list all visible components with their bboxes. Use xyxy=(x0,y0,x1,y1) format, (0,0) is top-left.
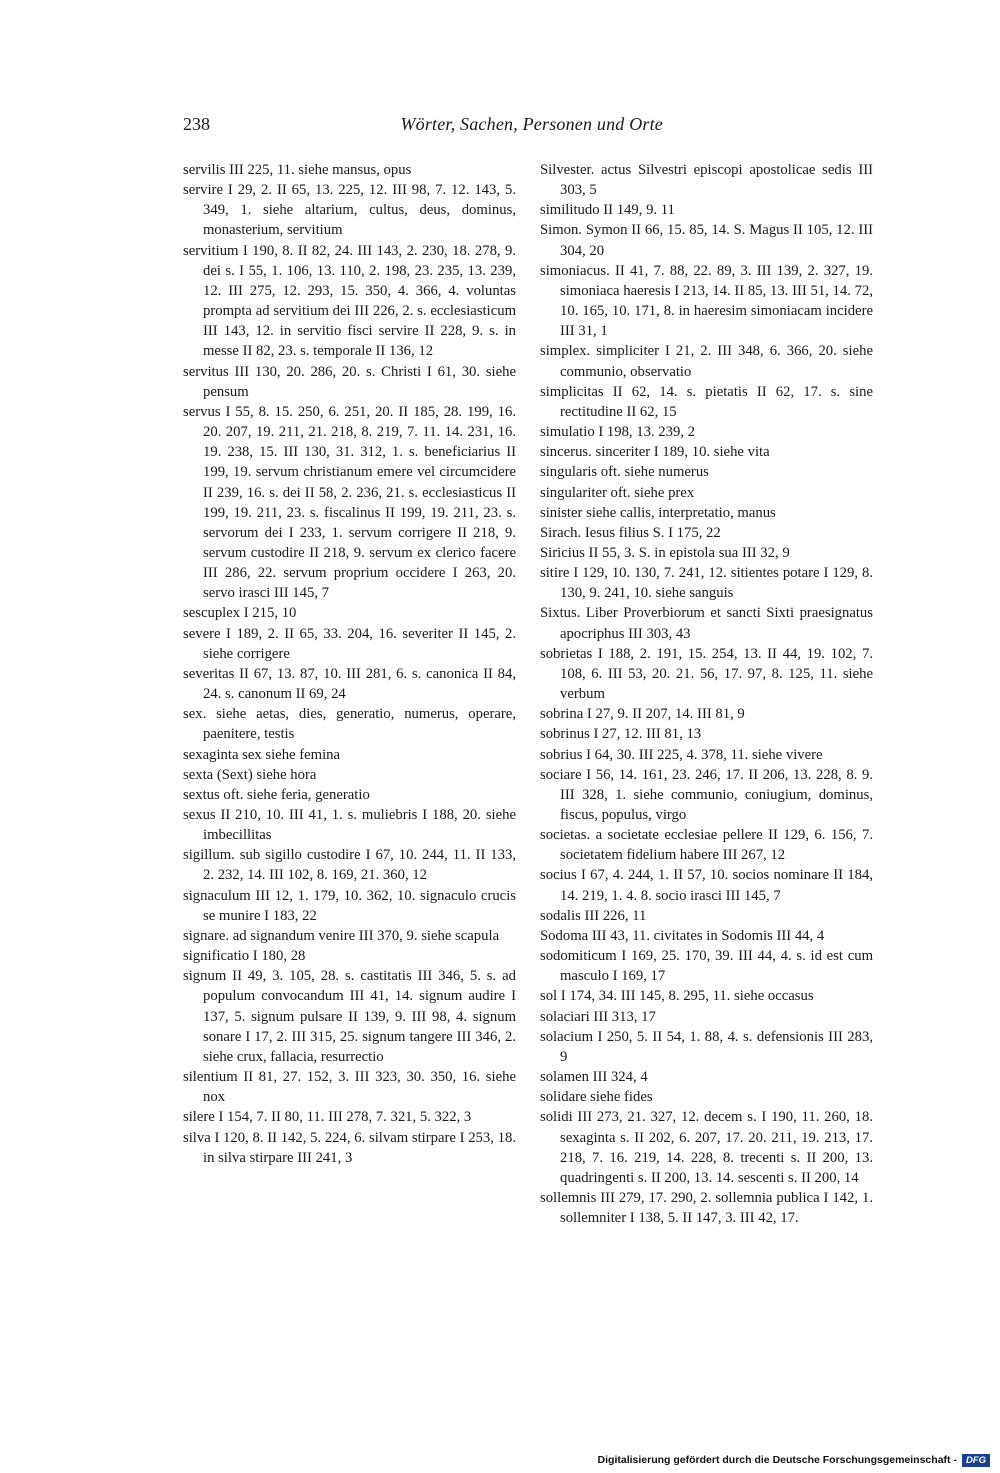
index-entry: silva I 120, 8. II 142, 5. 224, 6. silvam stirpare I 253, 18. in silva stirpare III 241, 3 xyxy=(183,1129,516,1166)
index-entry: socius I 67, 4. 244, 1. II 57, 10. socios nominare II 184, 14. 219, 1. 4. 8. socio irasci III 145, 7 xyxy=(540,867,873,904)
index-entry: simulatio I 198, 13. 239, 2 xyxy=(540,424,696,441)
index-entry: sollemnis III 279, 17. 290, 2. sollemnia publica I 142, 1. sollemniter I 138, 5. II 147, 3. III 42, 17. xyxy=(540,1189,873,1227)
index-entry: signum II 49, 3. 105, 28. s. castitatis III 346, 5. s. ad populum convocandum III 41, 14. signum audire I 137, 5. signum pulsare II 139, 9. III 98, 4. signum sonare I 17, 2. III 315, 25. signum tangere III 346, 2. siehe crux, fallacia, resurrectio xyxy=(183,968,516,1065)
index-entry: solaciari III 313, 17 xyxy=(540,1008,656,1025)
index-entry: similitudo II 149, 9. 11 xyxy=(540,202,675,219)
index-entry: signaculum III 12, 1. 179, 10. 362, 10. signaculo crucis se munire I 183, 22 xyxy=(183,887,516,924)
index-entry: sobrina I 27, 9. II 207, 14. III 81, 9 xyxy=(540,706,745,723)
index-entry: servitus III 130, 20. 286, 20. s. Christi I 61, 30. siehe pensum xyxy=(183,363,516,400)
page-header xyxy=(183,114,663,144)
index-entry: servitium I 190, 8. II 82, 24. III 143, 2. 230, 18. 278, 9. dei s. I 55, 1. 106, 13. 110, 2. 198, 23. 235, 13. 239, 12. III 275, 12. 293, 15. 350, 4. 366, 4. voluntas prompta ad servitium dei III 226, 2. s. ecclesiasticum III 143, 12. in servitio fisci servire II 228, 9. s. in messe II 82, 23. s. temporale II 136, 12 xyxy=(183,242,516,360)
index-entry: signare. ad signandum venire III 370, 9. siehe scapula xyxy=(183,927,500,944)
index-entry: sobrius I 64, 30. III 225, 4. 378, 11. siehe vivere xyxy=(540,746,823,763)
index-entry: sodomiticum I 169, 25. 170, 39. III 44, 4. s. id est cum masculo I 169, 17 xyxy=(540,948,873,985)
index-entry: solacium I 250, 5. II 54, 1. 88, 4. s. defensionis III 283, 9 xyxy=(540,1028,873,1065)
digitization-footer xyxy=(598,1453,990,1467)
running-title: Wörter, Sachen, Personen und Orte xyxy=(400,114,663,134)
index-entry: silere I 154, 7. II 80, 11. III 278, 7. 321, 5. 322, 3 xyxy=(183,1109,472,1126)
funding-notice: Digitalisierung gefördert durch die Deutsche Forschungsgemeinschaft - xyxy=(597,1454,957,1466)
index-entry: sexaginta sex siehe femina xyxy=(183,746,341,763)
index-entry: servilis III 225, 11. siehe mansus, opus xyxy=(183,162,412,178)
index-entry: simplex. simpliciter I 21, 2. III 348, 6. 366, 20. siehe communio, observatio xyxy=(540,343,873,380)
index-entry: significatio I 180, 28 xyxy=(183,948,306,965)
index-entry: sociare I 56, 14. 161, 23. 246, 17. II 206, 13. 228, 8. 9. III 328, 1. siehe communio, coniugium, dominus, fiscus, populus, virgo xyxy=(540,766,873,823)
index-entry: servire I 29, 2. II 65, 13. 225, 12. III 98, 7. 12. 143, 5. 349, 1. siehe altarium, cultus, deus, dominus, monasterium, servitium xyxy=(183,182,516,239)
index-entry: solidi III 273, 21. 327, 12. decem s. I 190, 11. 260, 18. sexaginta s. II 202, 6. 207, 17. 20. 211, 19. 213, 17. 218, 7. 16. 219, 14. 228, 8. trecenti s. II 200, 13. quadringenti s. II 200, 13. 14. sescenti s. II 200, 14 xyxy=(540,1109,873,1186)
index-entry: sobrinus I 27, 12. III 81, 13 xyxy=(540,726,702,743)
index-column-right xyxy=(540,160,873,1228)
index-entry: singulariter oft. siehe prex xyxy=(540,484,695,501)
index-entry: singularis oft. siehe numerus xyxy=(540,464,709,481)
index-entry: sescuplex I 215, 10 xyxy=(183,605,297,622)
index-entry: sol I 174, 34. III 145, 8. 295, 11. siehe occasus xyxy=(540,988,814,1005)
page-number: 238 xyxy=(183,114,210,134)
index-entry: solidare siehe fides xyxy=(540,1089,653,1106)
index-entry: severitas II 67, 13. 87, 10. III 281, 6. s. canonica II 84, 24. s. canonum II 69, 24 xyxy=(183,665,516,703)
index-entry: servus I 55, 8. 15. 250, 6. 251, 20. II 185, 28. 199, 16. 20. 207, 19. 211, 21. 218, 8. 219, 7. 11. 14. 231, 16. 19. 238, 15. III 130, 31. 312, 1. s. beneficiarius II 199, 19. servum christianum emere vel circumcidere II 239, 16. s. dei II 58, 2. 236, 21. s. ecclesiasticus II 199, 19. 211, 23. s. fiscalinus II 199, 19. 211, 23. s. servorum dei I 233, 1. servum corrigere II 218, 9. servum custodire II 218, 9. servum ex clerico facere III 286, 22. servum proprium occidere I 263, 20. servo irasci III 145, 7 xyxy=(183,403,516,602)
index-entry: Simon. Symon II 66, 15. 85, 14. S. Magus II 105, 12. III 304, 20 xyxy=(540,222,873,259)
index-entry: sodalis III 226, 11 xyxy=(540,907,647,924)
index-entry: simplicitas II 62, 14. s. pietatis II 62, 17. s. sine rectitudine II 62, 15 xyxy=(540,383,873,420)
index-entry: sexus II 210, 10. III 41, 1. s. muliebris I 188, 20. siehe imbecillitas xyxy=(183,807,516,844)
index-entry: sigillum. sub sigillo custodire I 67, 10. 244, 11. II 133, 2. 232, 14. III 102, 8. 169, 21. 360, 12 xyxy=(183,847,516,884)
index-entry: sinister siehe callis, interpretatio, manus xyxy=(540,504,776,521)
index-entry: Sixtus. Liber Proverbiorum et sancti Sixti praesignatus apocriphus III 303, 43 xyxy=(540,605,873,642)
dfg-logo-icon: DFG xyxy=(962,1454,990,1467)
index-entry: sitire I 129, 10. 130, 7. 241, 12. sitientes potare I 129, 8. 130, 9. 241, 10. siehe sanguis xyxy=(540,565,873,602)
index-entry: societas. a societate ecclesiae pellere II 129, 6. 156, 7. societatem fidelium habere III 267, 12 xyxy=(540,827,873,864)
index-entry: Sodoma III 43, 11. civitates in Sodomis III 44, 4 xyxy=(540,927,825,944)
index-entry: Siricius II 55, 3. S. in epistola sua III 32, 9 xyxy=(540,544,790,561)
index-entry: simoniacus. II 41, 7. 88, 22. 89, 3. III 139, 2. 327, 19. simoniaca haeresis I 213, 14. II 85, 13. III 51, 14. 72, 10. 165, 10. 171, 8. in haeresim simoniacam incidere III 31, 1 xyxy=(540,262,873,340)
index-entry: sincerus. sinceriter I 189, 10. siehe vita xyxy=(540,444,770,461)
index-entry: severe I 189, 2. II 65, 33. 204, 16. severiter II 145, 2. siehe corrigere xyxy=(183,625,516,662)
index-entry: solamen III 324, 4 xyxy=(540,1069,648,1086)
index-entry: sextus oft. siehe feria, generatio xyxy=(183,786,370,803)
index-entry: sex. siehe aetas, dies, generatio, numerus, operare, paenitere, testis xyxy=(183,706,516,743)
index-entry: Silvester. actus Silvestri episcopi apostolicae sedis III 303, 5 xyxy=(540,162,873,199)
index-entry: Sirach. Iesus filius S. I 175, 22 xyxy=(540,524,721,541)
index-entry: sexta (Sext) siehe hora xyxy=(183,766,317,783)
index-entry: silentium II 81, 27. 152, 3. III 323, 30. 350, 16. siehe nox xyxy=(183,1069,516,1106)
index-entry: sobrietas I 188, 2. 191, 15. 254, 13. II 44, 19. 102, 7. 108, 6. III 53, 20. 21. 56, 17. 97, 8. 125, 11. siehe verbum xyxy=(540,645,873,703)
index-column-left xyxy=(183,160,516,1168)
